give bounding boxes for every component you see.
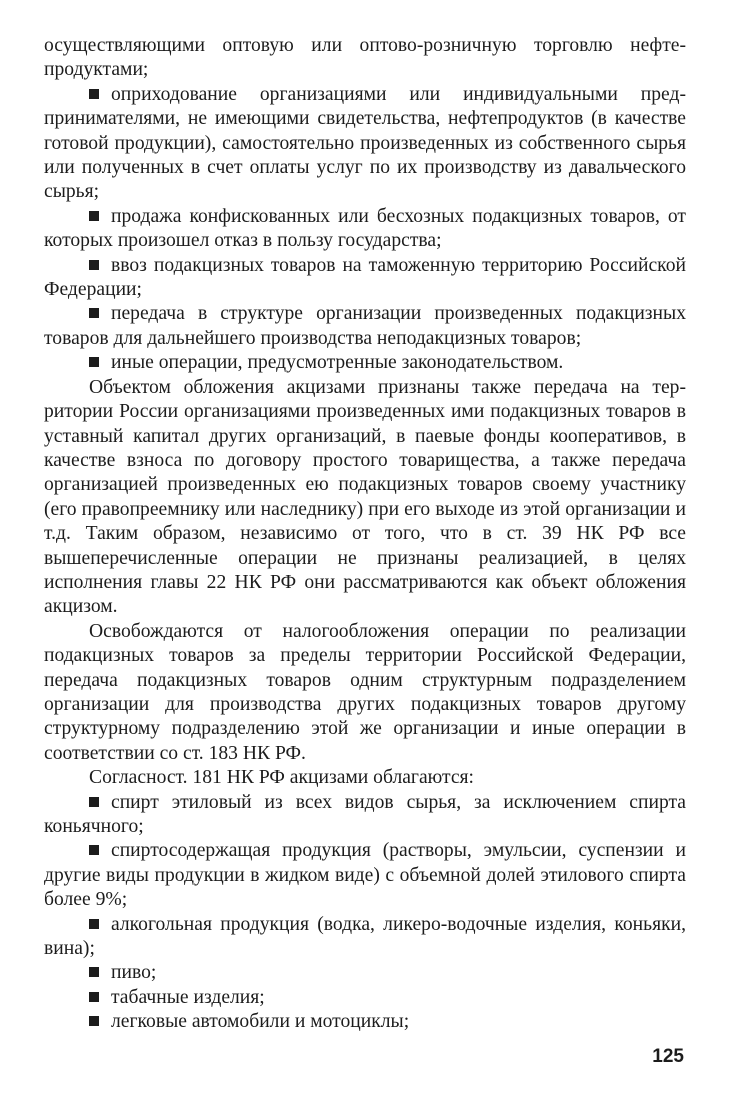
square-bullet-icon (89, 211, 99, 221)
bullet-list-item (44, 913, 686, 962)
page-number: 125 (652, 1046, 684, 1067)
bullet-list-item (44, 839, 686, 912)
bullet-list-item (44, 1010, 686, 1034)
text-paragraph (44, 620, 686, 766)
paragraph-text: спирт этиловый из всех видов сырья, за исключением спирта коньячного; (44, 791, 686, 837)
bullet-list-item (44, 302, 686, 351)
bullet-list-item (44, 254, 686, 303)
paragraph-text: ввоз подакцизных товаров на таможенную территорию Российской Федерации; (44, 254, 686, 301)
square-bullet-icon (89, 357, 99, 367)
paragraph-text: Освобождаются от налогообложения операции по реализации подакцизных товаров за пределы территории Российской Федерации, передача подакцизных товаров одним структурным подразделением организации для производства других подакцизных товаров другому структурному подразделению этой же организации и иные операции в соответствии со ст. 183 НК РФ. (44, 620, 686, 764)
bullet-list-item (44, 791, 686, 840)
paragraph-text: продажа конфискованных или бесхозных подакцизных товаров, от которых произошел отказ в пользу государства; (44, 205, 686, 252)
bullet-list-item (44, 83, 686, 205)
text-paragraph (44, 34, 686, 83)
square-bullet-icon (89, 919, 99, 929)
paragraph-text: оприходование организациями или индивидуальными предпринимателями, не имеющими свидетельства, нефтепродуктов (в качестве готовой продукции), самостоятельно произведенных из собственного сырья или полученных в счет оплаты услуг по их производству из давальческого сырья; (44, 83, 686, 203)
square-bullet-icon (89, 797, 99, 807)
paragraph-text: пиво; (111, 962, 157, 984)
paragraph-text: передача в структуре организации произведенных подакцизных товаров для дальнейшего производства неподакцизных товаров; (44, 303, 686, 349)
paragraph-text: осуществляющими оптовую или оптово-розничную торговлю нефтепродуктами; (44, 35, 686, 81)
paragraph-text: Согласност. 181 НК РФ акцизами облагаются: (89, 767, 475, 789)
square-bullet-icon (89, 967, 99, 977)
bullet-list-item (44, 205, 686, 254)
square-bullet-icon (89, 89, 99, 99)
paragraph-text: спиртосодержащая продукция (растворы, эмульсии, суспензии и другие виды продукции в жидком виде) с объемной долей этилового спирта более 9%; (44, 840, 686, 911)
square-bullet-icon (89, 308, 99, 318)
square-bullet-icon (89, 1016, 99, 1026)
paragraph-text: алкогольная продукция (водка, ликеро-водочные изделия, коньяки, вина); (44, 913, 686, 960)
paragraph-text: иные операции, предусмотренные законодательством. (111, 352, 564, 374)
bullet-list-item (44, 351, 686, 375)
page-body (44, 34, 686, 1035)
paragraph-text: легковые автомобили и мотоциклы; (111, 1011, 410, 1033)
bullet-list-item (44, 961, 686, 985)
paragraph-text: табачные изделия; (111, 986, 265, 1008)
square-bullet-icon (89, 845, 99, 855)
text-paragraph (44, 376, 686, 620)
bullet-list-item (44, 986, 686, 1010)
square-bullet-icon (89, 260, 99, 270)
square-bullet-icon (89, 992, 99, 1002)
paragraph-text: Объектом обложения акцизами признаны также передача на территории России организациями произведенных ими подакцизных товаров в уставный капитал других организаций, в паевые фонды кооперативов, в качестве взноса по договору простого товарищества, а также передача организацией произведенных ею подакцизных товаров своему участнику (его правопреемнику или наследнику) при его выходе из этой организации и т.д. Таким образом, независимо от того, что в ст. 39 НК РФ все вышеперечисленные операции не признаны реализацией, в целях исполнения главы 22 НК РФ они рассматриваются как объект обложения акцизом. (44, 376, 686, 618)
text-paragraph (44, 766, 686, 790)
